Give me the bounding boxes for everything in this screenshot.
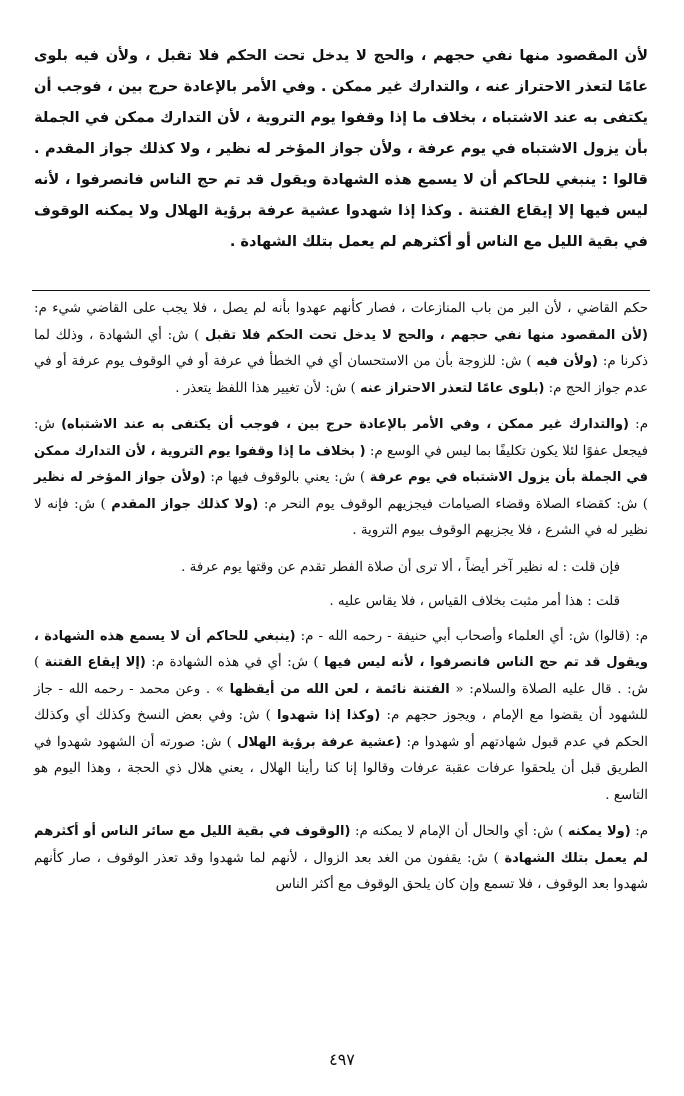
commentary-block [34, 296, 648, 909]
quoted-matn: (عشية عرفة برؤية الهلال [237, 734, 402, 750]
quoted-matn: (وكذا إذا شهدوا [276, 708, 381, 723]
quoted-matn: (ولأن جواز المؤخر له نظير [34, 470, 206, 485]
text-divider-line [32, 290, 650, 291]
page-number: ٤٩٧ [329, 1050, 355, 1069]
commentary-text: ش: فيجعل عفوًا لئلا يكون تكليفًا بما ليس في الوسع م: [34, 417, 648, 459]
main-text-block [34, 40, 648, 257]
commentary-paragraph-2 [34, 412, 648, 545]
commentary-text: ) ش: أي الشهادة ، وذلك لما ذكرنا م: [34, 327, 648, 369]
commentary-text: ) ش: يقفون من الغد بعد الزوال ، لأنهم لما شهدوا وقد تعذر الوقوف ، صار كأنهم شهدوا بعد الوقوف ، فلا تسمع وإن كان يلحق الوقوف مع أكثر الناس [34, 850, 648, 892]
commentary-paragraph-1 [34, 296, 648, 402]
main-text-paragraph: لأن المقصود منها نفي حجهم ، والحج لا يدخل تحت الحكم فلا تقبل ، ولأن فيه بلوى عامًا لتعذر الاحتراز عنه ، والتدارك غير ممكن . وفي الأمر بالإعادة حرج بين ، فوجب أن يكتفى به عند الاشتباه ، بخلاف ما إذا وقفوا يوم التروية ، لأن التدارك ممكن في الجملة بأن يزول الاشتباه في يوم عرفة ، ولأن جواز المؤخر له نظير ، ولا كذلك جواز المقدم . قالوا : ينبغي للحاكم أن لا يسمع هذه الشهادة ويقول قد تم حج الناس فانصرفوا ، لأنه ليس فيها إلا إيقاع الفتنة . وكذا إذا شهدوا عشية عرفة برؤية الهلال ولا يمكنه الوقوف في بقية الليل مع الناس أو أكثرهم لم يعمل بتلك الشهادة . [34, 47, 648, 250]
objection-paragraph: فإن قلت : له نظير آخر أيضاً ، ألا ترى أن صلاة الفطر تقدم عن وقتها يوم عرفة . [181, 559, 620, 575]
commentary-paragraph-3 [34, 624, 648, 810]
commentary-text: ) ش: صورته أن الشهود شهدوا في الطريق قبل أن يلحقوا عرفات عقبة عرفات وقالوا إنا كنا رأينا الهلال ، يعني هلال ذي الحجة ، وهذا اليوم هو التاسع . [34, 734, 648, 803]
commentary-text: ) ش: لأن تغيير هذا اللفظ يتعذر . [175, 380, 360, 396]
commentary-text: ) ش: للزوجة بأن من الاستحسان أي في الخطأ في عرفة أو في الوقوف يوم عرفة أو في عدم جواز الحج م: [34, 354, 648, 396]
commentary-text: ) ش: أي والحال أن الإمام لا يمكنه م: [350, 824, 568, 839]
commentary-text: حكم القاضي ، لأن البر من باب المنازعات ، فصار كأنهم عهدوا بأنه لم يصل ، فلا يجب على القاضي شيء م: [34, 301, 648, 316]
quoted-matn: ( بخلاف ما إذا وقفوا يوم التروية ، لأن التدارك ممكن في الجملة بأن يزول الاشتباه في يوم عرفة [34, 443, 648, 485]
commentary-paragraph-4 [34, 819, 648, 899]
commentary-text: م: [630, 824, 649, 839]
commentary-text: م: [628, 417, 648, 432]
quoted-matn: (لأن المقصود منها نفي حجهم ، والحج لا يدخل تحت الحكم فلا تقبل [205, 327, 648, 343]
reply-paragraph: قلت : هذا أمر مثبت بخلاف القياس ، فلا يقاس عليه . [329, 594, 620, 609]
quoted-matn: (والتدارك غير ممكن ، وفي الأمر بالإعادة حرج بين ، فوجب أن يكتفى به عند الاشتباه) [61, 417, 629, 432]
commentary-text: ) ش: . قال عليه الصلاة والسلام: « [34, 655, 648, 697]
commentary-text: ) ش: أي في هذه الشهادة م: [145, 655, 325, 670]
commentary-text: » . وعن محمد - رحمه الله - جاز للشهود أن يقضوا مع الإمام ، ويجوز حجهم م: [34, 681, 648, 723]
quoted-matn: (ولا يمكنه [567, 824, 631, 839]
quoted-matn: (بلوى عامًا لتعذر الاحتراز عنه [359, 380, 545, 396]
quoted-matn: (ولا كذلك جواز المقدم [111, 496, 259, 512]
quoted-matn: (الوقوف في بقية الليل مع سائر الناس أو أكثرهم لم يعمل بتلك الشهادة [34, 824, 648, 866]
commentary-text: ) ش: فإنه لا نظير له في الشرع ، فلا يجزيهم الوقوف بيوم التروية . [34, 496, 648, 538]
quoted-hadith: الفتنة نائمة ، لعن الله من أيقظها [229, 681, 450, 697]
commentary-text: م: (قالوا) ش: أي العلماء وأصحاب أبي حنيفة - رحمه الله - م: [295, 628, 648, 644]
commentary-text: ) ش: يعني بالوقوف فيها م: [205, 470, 370, 485]
quoted-matn: (ولأن فيه [536, 354, 598, 369]
quoted-matn: (إلا إيقاع الفتنة [44, 655, 146, 670]
commentary-text: ) ش: كقضاء الصلاة وقضاء الصيامات فيجزيهم الوقوف يوم النحر م: [258, 496, 648, 512]
commentary-text: ) ش: وفي بعض النسخ وكذلك أي وكذلك الحكم في عدم قبول شهادتهم أو شهدوا م: [34, 708, 648, 750]
quoted-matn: (ينبغي للحاكم أن لا يسمع هذه الشهادة ، ويقول قد تم حج الناس فانصرفوا ، لأنه ليس فيها [34, 628, 648, 670]
